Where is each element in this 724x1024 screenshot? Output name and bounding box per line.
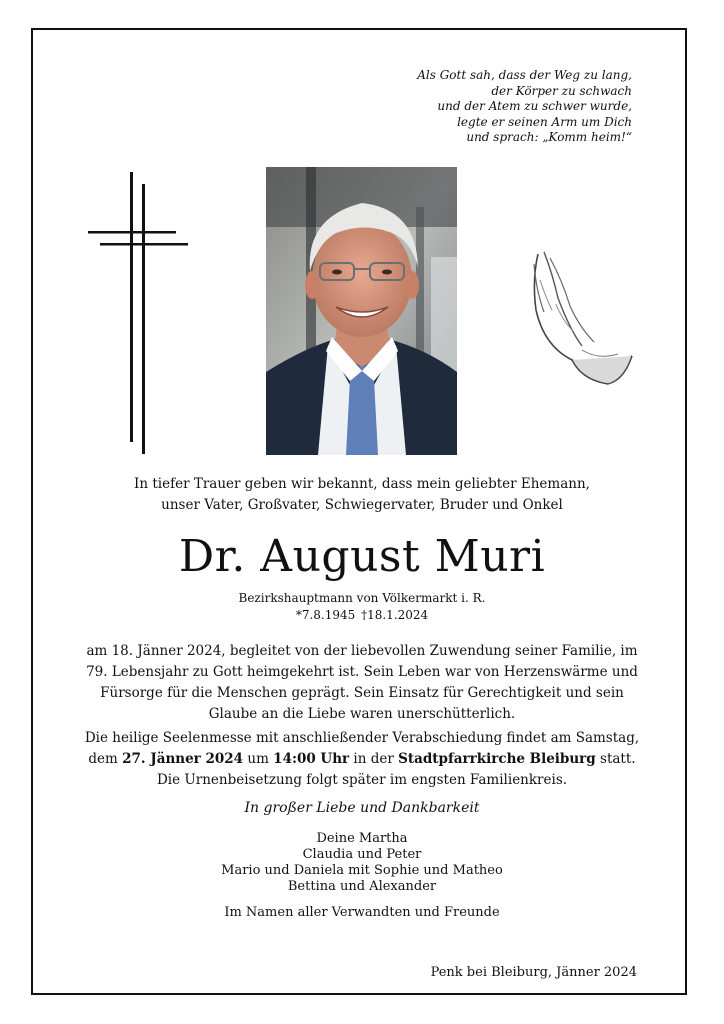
family-member: Mario und Daniela mit Sophie und Matheo xyxy=(221,863,503,878)
mass-line: Die Urnenbeisetzung folgt später im engsten Familienkreis. xyxy=(156,772,568,788)
family-member: Claudia und Peter xyxy=(302,847,422,862)
bio-line: Fürsorge für die Menschen geprägt. Sein Einsatz für Gerechtigkeit und sein xyxy=(100,685,624,701)
intro-line: unser Vater, Großvater, Schwiegervater, Bruder und Onkel xyxy=(161,497,563,513)
closing-line: In großer Liebe und Dankbarkeit xyxy=(244,800,480,816)
biography xyxy=(40,641,684,725)
poem xyxy=(417,68,632,146)
mass-text: in der xyxy=(349,751,399,767)
deceased-title: Bezirkshauptmann von Völkermarkt i. R. xyxy=(238,591,486,605)
portrait-photo xyxy=(266,167,457,455)
family-member: Deine Martha xyxy=(316,831,408,846)
funeral-mass-info xyxy=(40,728,684,791)
mass-text: statt. xyxy=(595,751,636,767)
bio-line: 79. Lebensjahr zu Gott heimgekehrt ist. Sein Leben war von Herzenswärme und xyxy=(86,664,638,680)
mass-line: Die heilige Seelenmesse mit anschließender Verabschiedung findet am Samstag, xyxy=(84,730,640,746)
deceased-name: Dr. August Muri xyxy=(178,531,546,582)
relatives-line: Im Namen aller Verwandten und Freunde xyxy=(224,905,500,920)
poem-line: legte er seinen Arm um Dich xyxy=(457,114,632,129)
mass-text: um xyxy=(243,751,274,767)
announcement-intro xyxy=(40,474,684,516)
death-date: †18.1.2024 xyxy=(361,608,429,622)
bio-line: am 18. Jänner 2024, begleitet von der liebevollen Zuwendung seiner Familie, im xyxy=(86,643,638,659)
poem-line: Als Gott sah, dass der Weg zu lang, xyxy=(417,68,632,82)
mass-date: 27. Jänner 2024 xyxy=(122,751,244,767)
cross-icon xyxy=(88,172,190,454)
family-list xyxy=(40,831,684,895)
life-dates xyxy=(40,607,684,623)
mass-church: Stadtpfarrkirche Bleiburg xyxy=(398,751,596,767)
poem-line: und der Atem zu schwer wurde, xyxy=(437,99,632,113)
place-date: Penk bei Bleiburg, Jänner 2024 xyxy=(430,965,637,980)
mass-line xyxy=(40,749,684,770)
family-member: Bettina und Alexander xyxy=(287,879,437,894)
praying-hands-icon xyxy=(522,250,636,386)
poem-line: der Körper zu schwach xyxy=(491,83,632,98)
birth-date: *7.8.1945 xyxy=(295,608,356,622)
intro-line: In tiefer Trauer geben wir bekannt, dass mein geliebter Ehemann, xyxy=(134,476,590,492)
poem-line: und sprach: „Komm heim!“ xyxy=(466,130,632,144)
bio-line: Glaube an die Liebe waren unerschütterlich. xyxy=(208,706,516,722)
mass-text: dem xyxy=(88,751,123,767)
mass-time: 14:00 Uhr xyxy=(273,751,350,767)
